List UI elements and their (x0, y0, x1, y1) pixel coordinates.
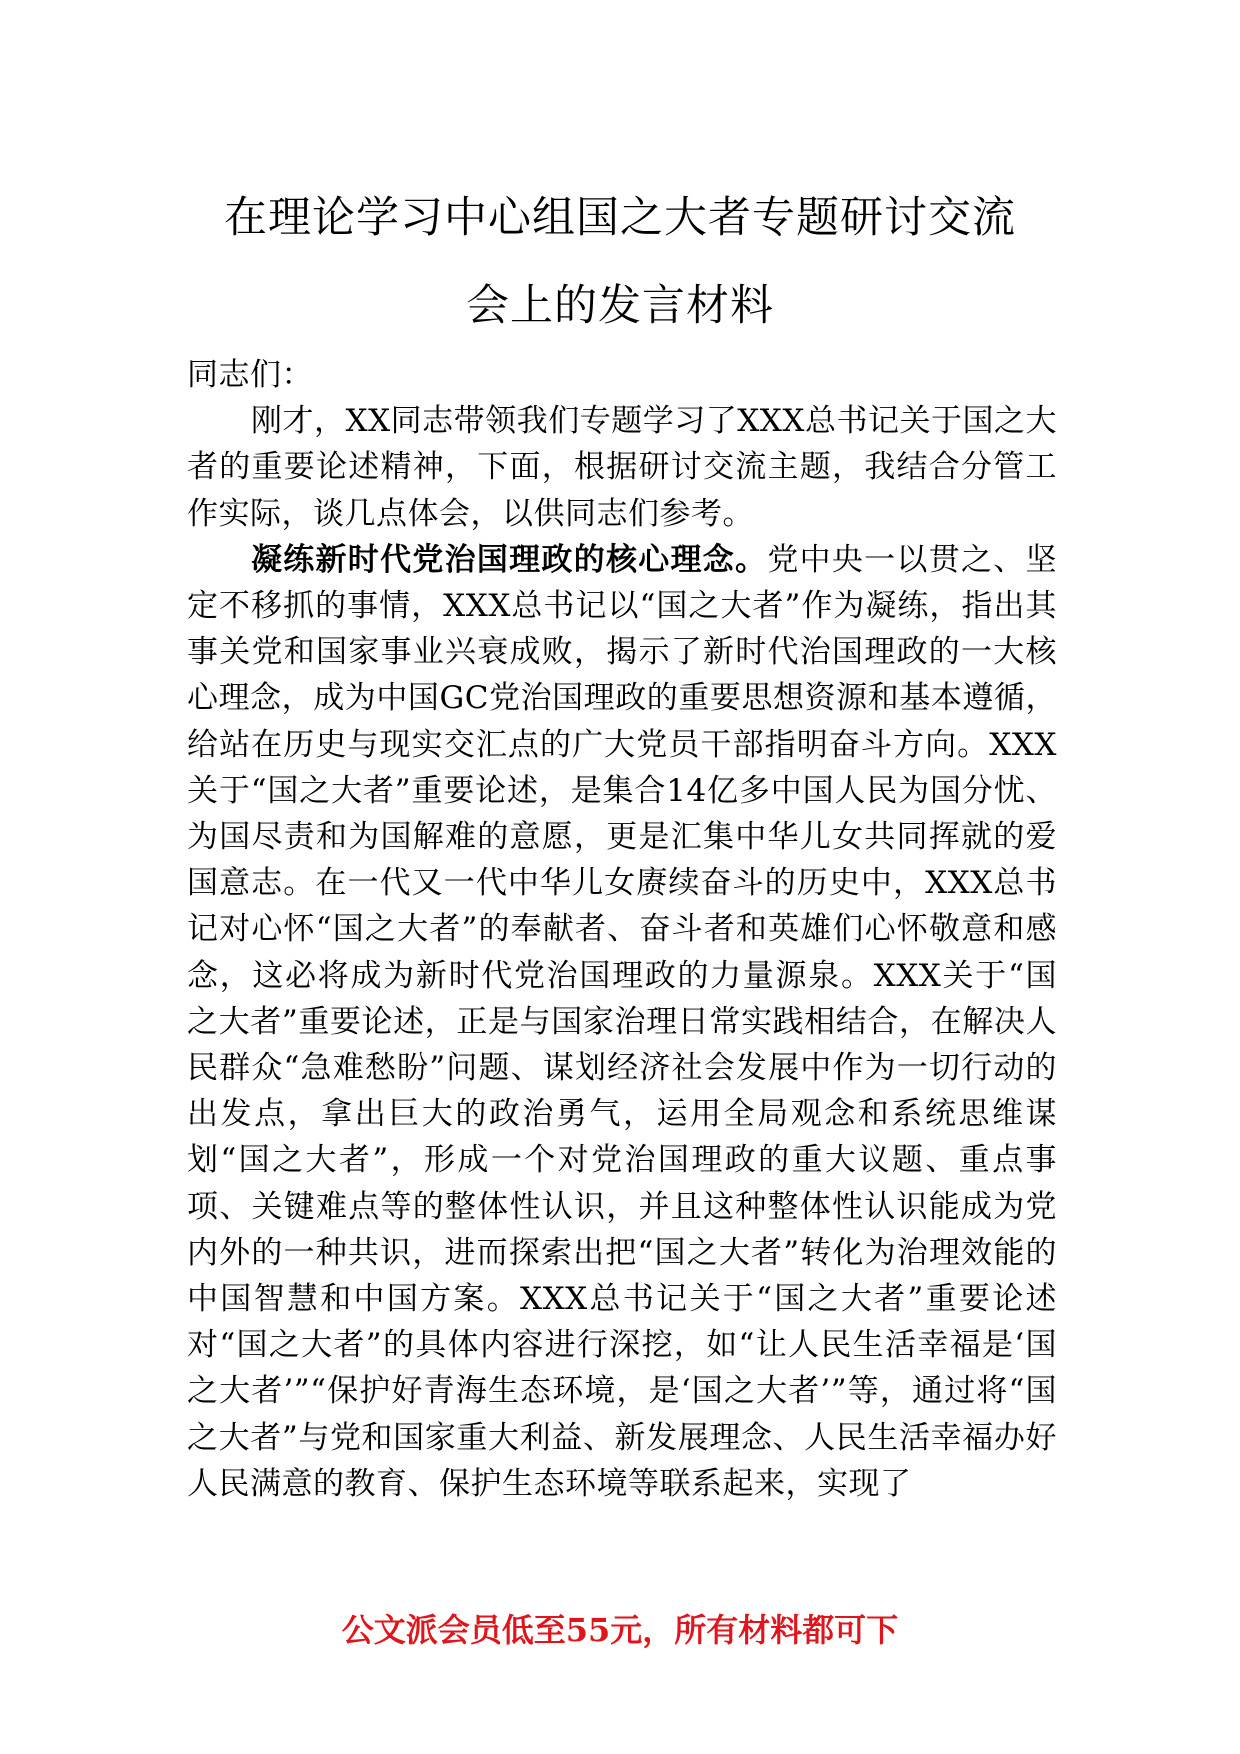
membership-ad-banner: 公文派会员低至55元，所有材料都可下 (341, 1611, 899, 1649)
document-title-line-1: 在理论学习中心组国之大者专题研讨交流 (224, 193, 1016, 243)
document-title-line-2: 会上的发言材料 (466, 281, 774, 331)
section-1-heading: 凝练新时代党治国理政的核心理念。 (251, 541, 768, 578)
intro-paragraph: 刚才，XX同志带领我们专题学习了XXX总书记关于国之大者的重要论述精神，下面，根据研讨交流主题，我结合分管工作实际，谈几点体会，以供同志们参考。 (187, 403, 1057, 532)
section-1-paragraph (187, 537, 1057, 1507)
section-1-body: 党中央一以贯之、坚定不移抓的事情，XXX总书记以“国之大者”作为凝练，指出其事关党和国家事业兴衰成败，揭示了新时代治国理政的一大核心理念，成为中国GC党治国理政的重要思想资源和基本遵循，给站在历史与现实交汇点的广大党员干部指明奋斗方向。XXX关于“国之大者”重要论述，是集合14亿多中国人民为国分忧、为国尽责和为国解难的意愿，更是汇集中华儿女共同挥就的爱国意志。在一代又一代中华儿女赓续奋斗的历史中，XXX总书记对心怀“国之大者”的奉献者、奋斗者和英雄们心怀敬意和感念，这必将成为新时代党治国理政的力量源泉。XXX关于“国之大者”重要论述，正是与国家治理日常实践相结合，在解决人民群众“急难愁盼”问题、谋划经济社会发展中作为一切行动的出发点，拿出巨大的政治勇气，运用全局观念和系统思维谋划“国之大者”，形成一个对党治国理政的重大议题、重点事项、关键难点等的整体性认识，并且这种整体性认识能成为党内外的一种共识，进而探索出把“国之大者”转化为治理效能的中国智慧和中国方案。XXX总书记关于“国之大者”重要论述对“国之大者”的具体内容进行深挖，如“让人民生活幸福是‘国之大者’”“保护好青海生态环境，是‘国之大者’”等，通过将“国之大者”与党和国家重大利益、新发展理念、人民生活幸福办好人民满意的教育、保护生态环境等联系起来，实现了 (187, 541, 1058, 1502)
salutation: 同志们： (187, 357, 313, 393)
document-body (187, 352, 1057, 1507)
